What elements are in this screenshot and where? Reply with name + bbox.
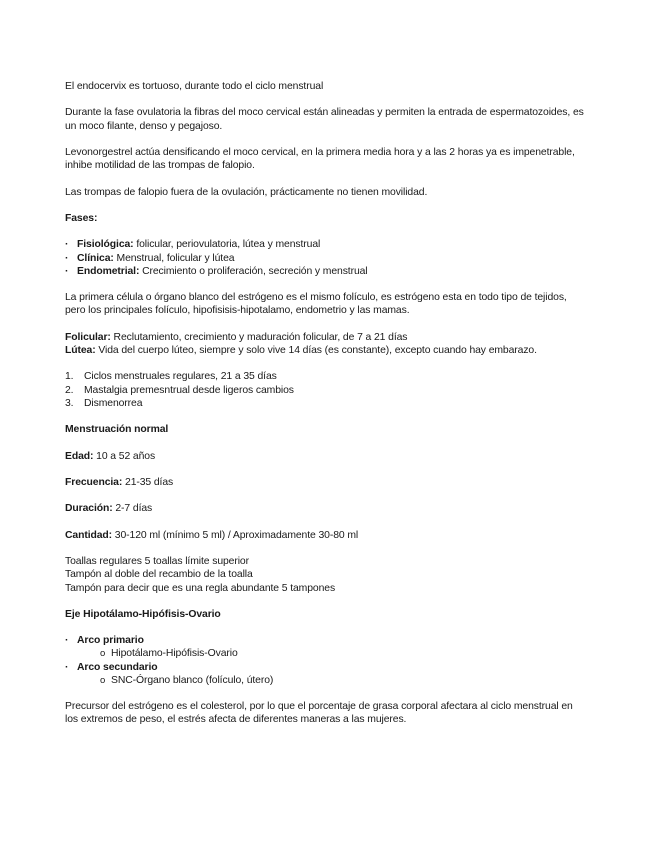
sub-list-item: o SNC-Órgano blanco (folículo, útero) bbox=[100, 674, 585, 687]
line-tampon-doble: Tampón al doble del recambio de la toalla bbox=[65, 569, 253, 581]
paragraph-colesterol: Precursor del estrógeno es el colesterol, por lo que el porcentaje de grasa corporal afectara al ciclo menstrual en los extremos de peso, el estrés afecta de diferentes maneras a las mujeres. bbox=[65, 701, 573, 726]
sub-list bbox=[77, 674, 585, 687]
numbered-list bbox=[65, 370, 585, 410]
list-item: 2. Mastalgia premesntrual desde ligeros cambios bbox=[65, 384, 294, 396]
list-item-arco-secundario: · Arco secundario o SNC-Órgano blanco (folículo, útero) bbox=[65, 661, 585, 687]
paragraph-levonorgestrel: Levonorgestrel actúa densificando el moco cervical, en la primera media hora y a las 2 horas ya es impenetrable, inhibe motilidad de las trompas de falopio. bbox=[65, 146, 575, 172]
list-item: 3. Dismenorrea bbox=[65, 397, 143, 409]
fases-list bbox=[65, 238, 585, 278]
list-item: 1. Ciclos menstruales regulares, 21 a 35 días bbox=[65, 371, 277, 383]
eje-list bbox=[65, 634, 585, 687]
paragraph-endocervix: El endocervix es tortuoso, durante todo el ciclo menstrual bbox=[65, 81, 324, 92]
paragraph-fase-ovulatoria: Durante la fase ovulatoria la fibras del moco cervical están alineadas y permiten la entrada de espermatozoides, es un moco filante, denso y pegajoso. bbox=[65, 107, 584, 132]
paragraph-folicular: Folicular: Reclutamiento, crecimiento y maduración folicular, de 7 a 21 días bbox=[65, 331, 408, 343]
sub-list-item: o Hipotálamo-Hipófisis-Ovario bbox=[100, 647, 585, 660]
list-item-fisiologica: · Fisiológica: folicular, periovulatoria, lútea y menstrual bbox=[65, 238, 585, 251]
field-frecuencia: Frecuencia: 21-35 días bbox=[65, 476, 174, 488]
heading-fases: Fases: bbox=[65, 212, 98, 224]
line-toallas: Toallas regulares 5 toallas límite superior bbox=[65, 556, 249, 568]
list-item-endometrial: · Endometrial: Crecimiento o proliferación, secreción y menstrual bbox=[65, 265, 585, 278]
line-tampon-abundante: Tampón para decir que es una regla abundante 5 tampones bbox=[65, 582, 336, 594]
heading-eje: Eje Hipotálamo-Hipófisis-Ovario bbox=[65, 608, 221, 620]
document-page bbox=[65, 80, 585, 727]
sub-list bbox=[77, 647, 585, 660]
list-item-arco-primario: · Arco primario o Hipotálamo-Hipófisis-Ovario bbox=[65, 634, 585, 660]
paragraph-lutea: Lútea: Vida del cuerpo lúteo, siempre y solo vive 14 días (es constante), excepto cuando hay embarazo. bbox=[65, 344, 537, 356]
list-item-clinica: · Clínica: Menstrual, folicular y lútea bbox=[65, 252, 585, 265]
paragraph-trompas: Las trompas de falopio fuera de la ovulación, prácticamente no tienen movilidad. bbox=[65, 186, 428, 198]
paragraph-estrogeno: La primera célula o órgano blanco del estrógeno es el mismo folículo, es estrógeno esta en todo tipo de tejidos, pero los principales folículo, hipofisisis-hipotalamo, endometrio y las mamas. bbox=[65, 292, 567, 317]
field-cantidad: Cantidad: 30-120 ml (mínimo 5 ml) / Aproximadamente 30-80 ml bbox=[65, 529, 359, 541]
heading-menstruacion-normal: Menstruación normal bbox=[65, 424, 169, 436]
field-duracion: Duración: 2-7 días bbox=[65, 503, 153, 515]
field-edad: Edad: 10 a 52 años bbox=[65, 450, 156, 462]
